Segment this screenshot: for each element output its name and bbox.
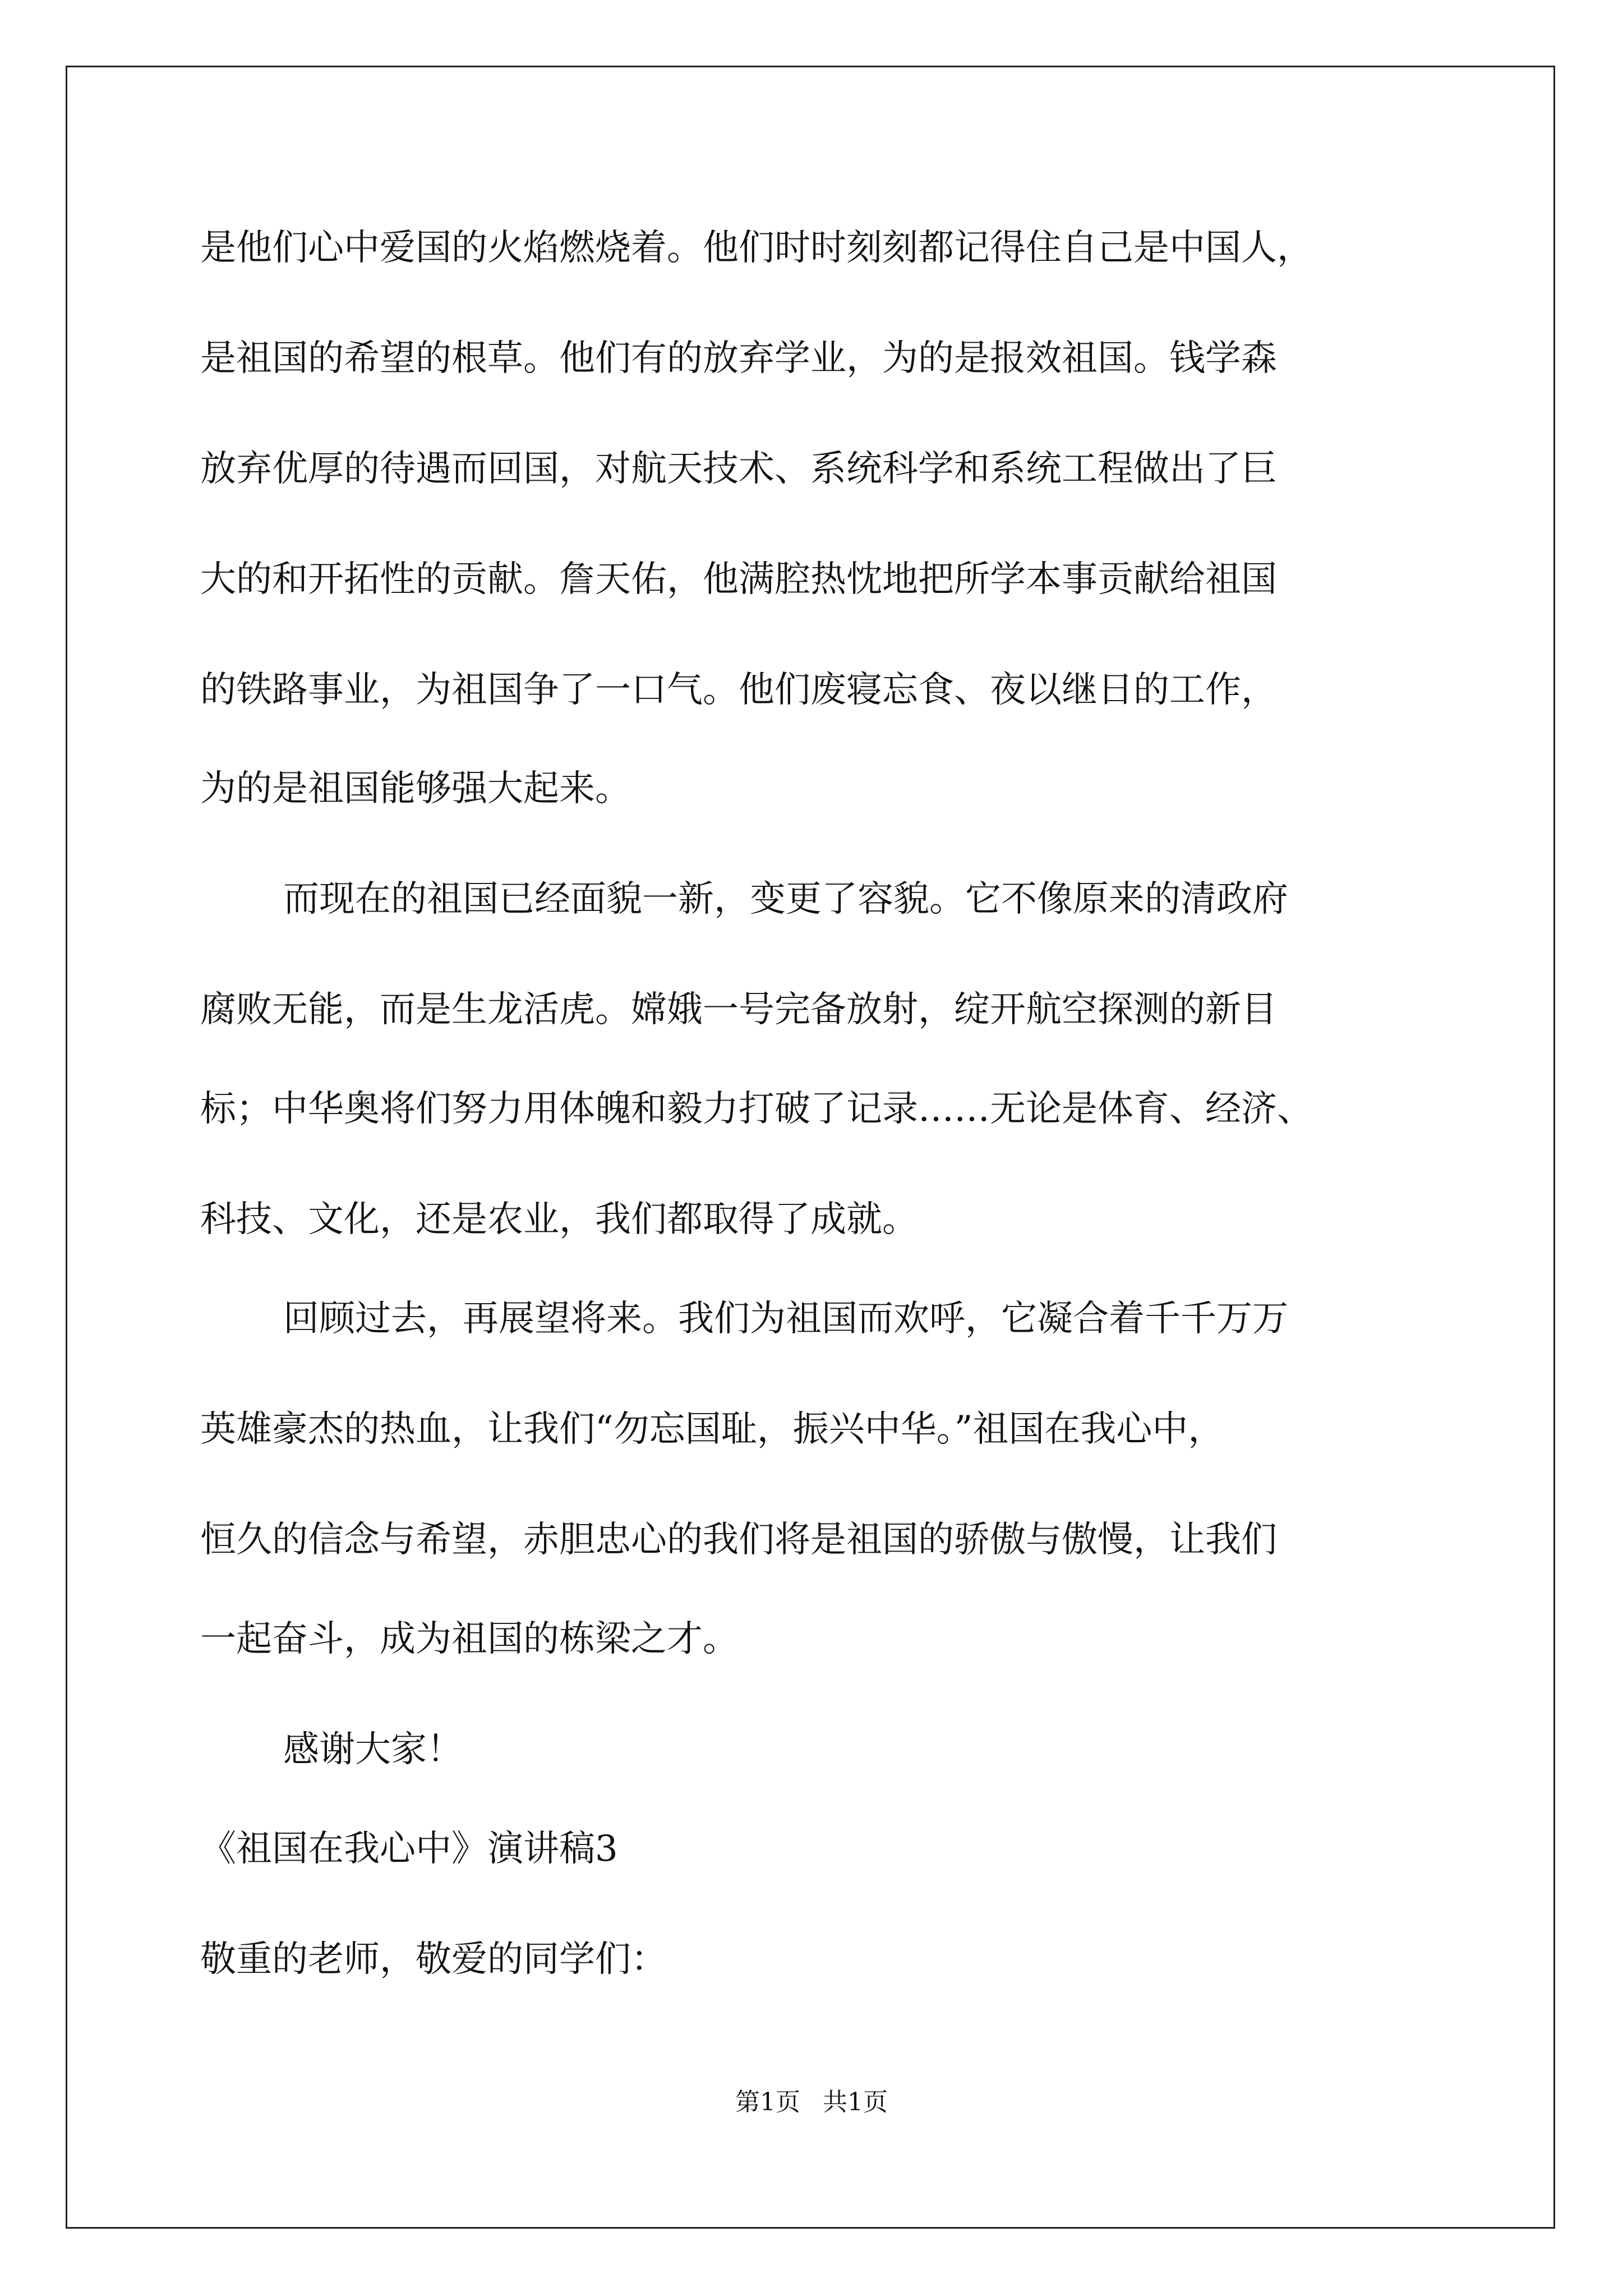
page-footer xyxy=(0,2090,1623,2115)
text-line: 标；中华奥将们努力用体魄和毅力打破了记录……无论是体育、经济、 xyxy=(200,1088,1313,1130)
page-current: 第1页 xyxy=(735,2088,800,2116)
text-line: 的铁路事业，为祖国争了一口气。他们废寝忘食、夜以继日的工作， xyxy=(200,669,1277,711)
text-line: 一起奋斗，成为祖国的栋梁之才。 xyxy=(200,1618,739,1660)
salutation: 敬重的老师，敬爱的同学们： xyxy=(200,1939,667,1980)
page-total: 共1页 xyxy=(823,2088,888,2116)
text-line: 英雄豪杰的热血，让我们“勿忘国耻，振兴中华。”祖国在我心中， xyxy=(200,1409,1224,1450)
text-line: 是祖国的希望的根草。他们有的放弃学业，为的是报效祖国。钱学森 xyxy=(200,338,1277,379)
paragraph-first-line: 而现在的祖国已经面貌一新，变更了容貌。它不像原来的清政府 xyxy=(283,878,1288,920)
text-line: 腐败无能，而是生龙活虎。嫦娥一号完备放射，绽开航空探测的新目 xyxy=(200,989,1277,1030)
paragraph-first-line: 回顾过去，再展望将来。我们为祖国而欢呼，它凝合着千千万万 xyxy=(283,1298,1288,1340)
page-border xyxy=(66,66,1555,2229)
closing-line: 感谢大家！ xyxy=(283,1729,463,1770)
text-line: 恒久的信念与希望，赤胆忠心的我们将是祖国的骄傲与傲慢，让我们 xyxy=(200,1519,1277,1561)
text-line: 为的是祖国能够强大起来。 xyxy=(200,768,631,809)
text-line: 科技、文化，还是农业，我们都取得了成就。 xyxy=(200,1199,918,1240)
section-heading: 《祖国在我心中》演讲稿3 xyxy=(200,1828,618,1870)
text-line: 是他们心中爱国的火焰燃烧着。他们时时刻刻都记得住自己是中国人， xyxy=(200,227,1313,269)
text-line: 大的和开拓性的贡献。詹天佑，他满腔热忱地把所学本事贡献给祖国 xyxy=(200,559,1277,600)
text-line: 放弃优厚的待遇而回国，对航天技术、系统科学和系统工程做出了巨 xyxy=(200,448,1277,490)
